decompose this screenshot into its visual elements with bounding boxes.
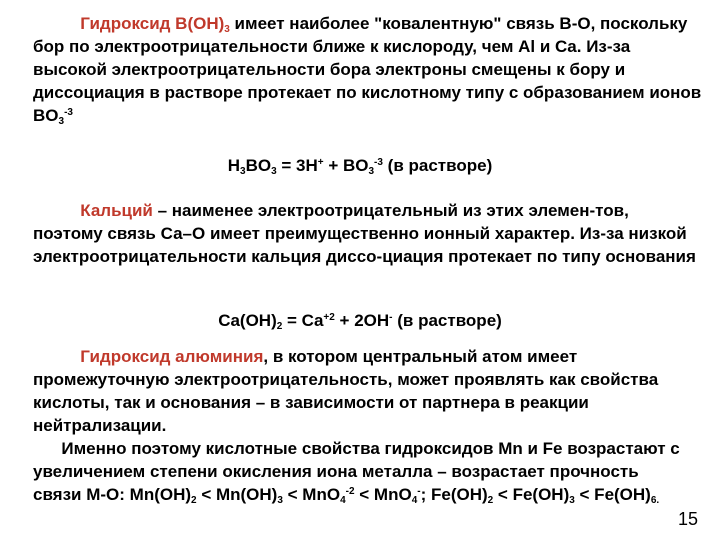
calcium-term: Кальций xyxy=(80,201,153,220)
formula-sub: 2 xyxy=(191,495,197,506)
formula-sub: 3 xyxy=(569,495,575,506)
paragraph-mn-fe xyxy=(33,437,683,506)
paragraph-aluminium xyxy=(33,345,703,437)
formula-part: ; Fe(OH) xyxy=(420,485,488,504)
eq-sub: 3 xyxy=(240,166,246,177)
indent xyxy=(33,347,80,366)
eq-sup: + xyxy=(317,157,324,168)
formula-part: < MnO xyxy=(282,485,341,504)
eq-sup: - xyxy=(389,312,393,323)
eq-sub: 2 xyxy=(276,321,283,332)
eq-sub: 3 xyxy=(271,166,277,177)
eq-part: (в растворе) xyxy=(382,156,493,175)
eq-part: BO xyxy=(245,156,272,175)
formula-sup: - xyxy=(417,486,421,497)
indent xyxy=(33,439,61,458)
eq-part: + BO xyxy=(323,156,369,175)
formula-sub: 2 xyxy=(487,495,494,506)
paragraph-text: – наименее электроотрицательный из этих элемен-тов, поэтому связь Са–О имеет преимущественно ионный характер. Из-за низкой электроотрицательности кальция диссо-циация протекает по типу основания xyxy=(33,201,696,266)
indent xyxy=(33,201,80,220)
formula-sub: 4 xyxy=(411,495,418,506)
formula-part: < MnO xyxy=(354,485,412,504)
paragraph-text: , в котором центральный атом имеет промежуточную электроотрицательность, может проявлять как свойства кислоты, так и основания – в зависимости от партнера в реакции нейтрализации. xyxy=(33,347,659,435)
equation-calcium-hydroxide xyxy=(0,309,720,332)
formula-sub: 4 xyxy=(340,495,346,506)
page-number: 15 xyxy=(677,509,698,529)
formula-part: < Fe(OH) xyxy=(493,485,570,504)
paragraph-text: имеет наиболее "ковалентную" связь B-O, поскольку бор по электроотрицательности ближе к кислороду, чем Al и Ca. Из-за высокой электроотрицательности бора электроны смещены к бору и диссоциация в растворе протекает по кислотному типу с образованием ионов BO xyxy=(33,14,702,125)
eq-part: (в растворе) xyxy=(392,311,502,330)
ion-subscript: 3 xyxy=(58,116,65,127)
formula-sub: 3 xyxy=(277,495,283,506)
indent xyxy=(33,14,80,33)
aluminium-term: Гидроксид алюминия xyxy=(80,347,264,366)
eq-sup: +2 xyxy=(323,312,335,323)
term-text: Гидроксид B(OH) xyxy=(80,14,225,33)
formula-sup: -2 xyxy=(345,486,355,497)
paragraph-text: Именно поэтому кислотные свойства гидроксидов Mn и Fe возрастают с увеличением степени окисления иона металла – возрастает прочность связи M-O: Mn(OH) xyxy=(33,439,680,504)
eq-part: + 2OH xyxy=(334,311,390,330)
eq-sub: 3 xyxy=(368,166,375,177)
formula-sub: 6. xyxy=(650,495,660,506)
paragraph-boron xyxy=(33,12,703,127)
ion-superscript: -3 xyxy=(64,107,73,118)
eq-part: = Ca xyxy=(282,311,324,330)
term-subscript: 3 xyxy=(224,24,230,35)
formula-part: < Fe(OH) xyxy=(574,485,651,504)
boron-hydroxide-term xyxy=(80,14,230,33)
eq-sup: -3 xyxy=(374,157,383,168)
eq-part: = 3H xyxy=(276,156,318,175)
formula-part: < Mn(OH) xyxy=(196,485,278,504)
eq-part: H xyxy=(227,156,241,175)
paragraph-calcium xyxy=(33,199,703,268)
equation-boric-acid xyxy=(0,154,720,177)
eq-part: Ca(OH) xyxy=(218,311,277,330)
